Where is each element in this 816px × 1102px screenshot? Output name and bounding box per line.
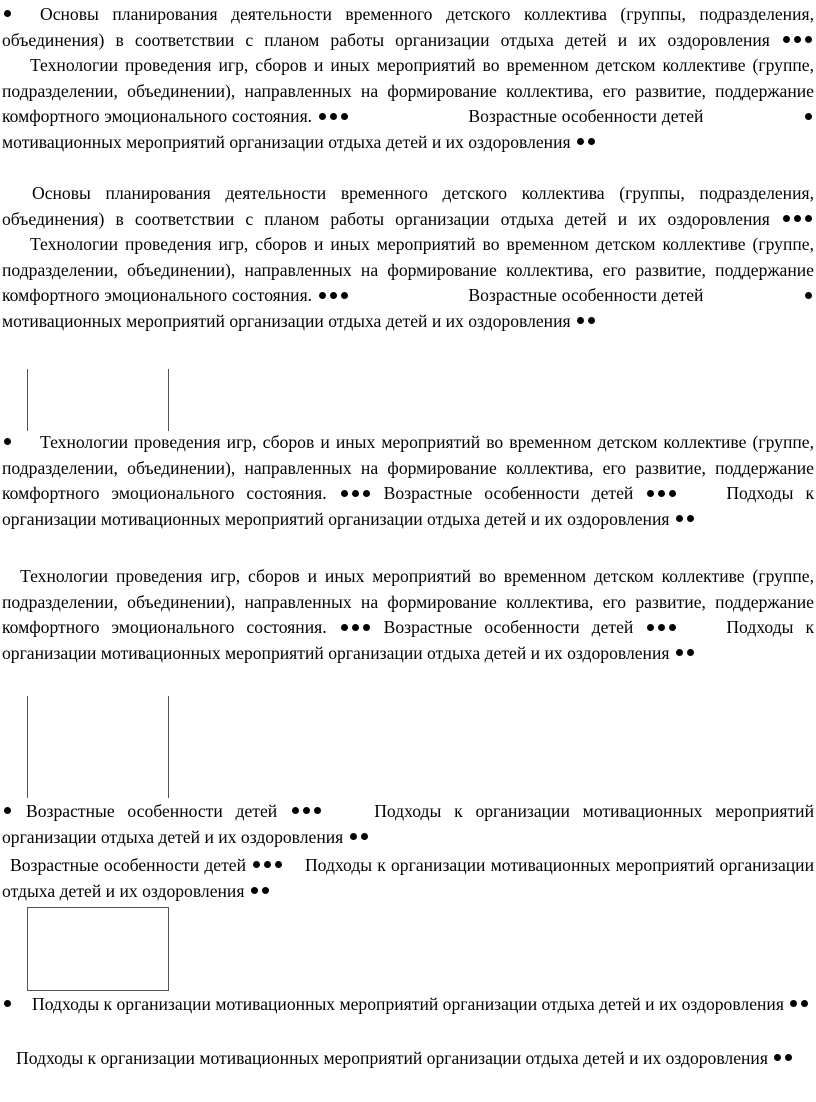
- text-age-features: Возрастные особенности детей: [383, 617, 634, 638]
- dots-icon: [575, 132, 597, 152]
- bullet-dot-icon: [4, 10, 11, 17]
- dots-icon: [339, 483, 372, 503]
- dots-icon: [674, 643, 696, 663]
- paragraph-block-2: [2, 181, 814, 335]
- paragraph-block-6: [2, 853, 814, 904]
- bullet-marker: [2, 430, 40, 456]
- bullet-dot-icon: [4, 807, 11, 814]
- dots-icon: [290, 801, 323, 821]
- dots-icon: [645, 483, 678, 503]
- text-technologies: Технологии проведения игр, сборов и иных мероприятий во временном детском коллективе (группе, подразделении, объединении), направленных на формирование коллектива, его развитие, поддержание комфортного эмоционального состояния.: [2, 234, 814, 306]
- dots-icon: [348, 827, 370, 847]
- text-approaches: Подходы к организации мотивационных мероприятий организации отдыха детей и их оздоровления: [32, 994, 784, 1014]
- text-approaches: Подходы к организации мотивационных мероприятий организации отдыха детей и их оздоровления: [2, 617, 815, 663]
- text-age-features: Возрастные особенности детей: [383, 483, 634, 504]
- text-planning: Основы планирования деятельности временного детского коллектива (группы, подразделения, объединения) в соответствии с планом работы организации отдыха детей и их оздоровления: [2, 4, 814, 50]
- text-planning: Основы планирования деятельности временного детского коллектива (группы, подразделения, объединения) в соответствии с планом работы организации отдыха детей и их оздоровления: [2, 183, 814, 229]
- dots-icon: [781, 30, 814, 50]
- dots-icon: [674, 509, 696, 529]
- text-age-features: Возрастные особенности детей: [468, 285, 704, 306]
- dots-icon: [317, 106, 350, 126]
- paragraph-block-4: [2, 564, 814, 666]
- paragraph-block-8: [2, 1046, 814, 1072]
- bullet-dot-icon: [4, 438, 11, 445]
- dots-icon: [339, 617, 372, 637]
- bullet-dot-icon: [4, 1000, 11, 1007]
- text-age-features: Возрастные особенности детей: [468, 106, 704, 127]
- bullet-marker: [2, 2, 40, 28]
- bullet-dot-icon: [805, 113, 812, 120]
- text-motivational: мотивационных мероприятий организации отдыха детей и их оздоровления: [2, 131, 571, 152]
- bullet-dot-icon: [805, 292, 812, 299]
- dots-icon: [781, 209, 814, 229]
- text-age-features: Возрастные особенности детей: [10, 855, 247, 875]
- connector-line: [27, 696, 28, 798]
- bullet-marker: [2, 992, 32, 1018]
- bullet-marker: [2, 799, 26, 825]
- text-approaches: Подходы к организации мотивационных мероприятий организации отдыха детей и их оздоровления: [16, 1048, 768, 1068]
- paragraph-block-5: [2, 799, 814, 850]
- text-technologies: Технологии проведения игр, сборов и иных мероприятий во временном детском коллективе (группе, подразделении, объединении), направленных на формирование коллектива, его развитие, поддержание комфортного эмоционального состояния.: [2, 566, 814, 638]
- text-motivational: мотивационных мероприятий организации отдыха детей и их оздоровления: [2, 310, 571, 331]
- dots-icon: [772, 1048, 794, 1068]
- text-technologies: Технологии проведения игр, сборов и иных мероприятий во временном детском коллективе (группе, подразделении, объединении), направленных на формирование коллектива, его развитие, поддержание комфортного эмоционального состояния.: [2, 55, 814, 127]
- text-approaches: Подходы к организации мотивационных мероприятий организации отдыха детей и их оздоровления: [2, 855, 815, 901]
- dots-icon: [788, 994, 810, 1014]
- paragraph-block-7: [2, 992, 814, 1018]
- connector-line: [27, 369, 28, 431]
- dots-icon: [249, 881, 271, 901]
- text-approaches: Подходы к организации мотивационных мероприятий организации отдыха детей и их оздоровления: [2, 483, 815, 529]
- connector-line: [168, 696, 169, 798]
- dots-icon: [251, 855, 284, 875]
- text-technologies: Технологии проведения игр, сборов и иных мероприятий во временном детском коллективе (группе, подразделении, объединении), направленных на формирование коллектива, его развитие, поддержание комфортного эмоционального состояния.: [2, 432, 814, 504]
- paragraph-block-1: [2, 2, 814, 156]
- dots-icon: [317, 285, 350, 305]
- dots-icon: [575, 311, 597, 331]
- connector-line: [168, 369, 169, 431]
- text-approaches: Подходы к организации мотивационных мероприятий организации отдыха детей и их оздоровления: [2, 801, 815, 847]
- empty-box: [27, 907, 169, 991]
- paragraph-block-3: [2, 430, 814, 532]
- text-age-features: Возрастные особенности детей: [26, 801, 278, 821]
- dots-icon: [645, 617, 678, 637]
